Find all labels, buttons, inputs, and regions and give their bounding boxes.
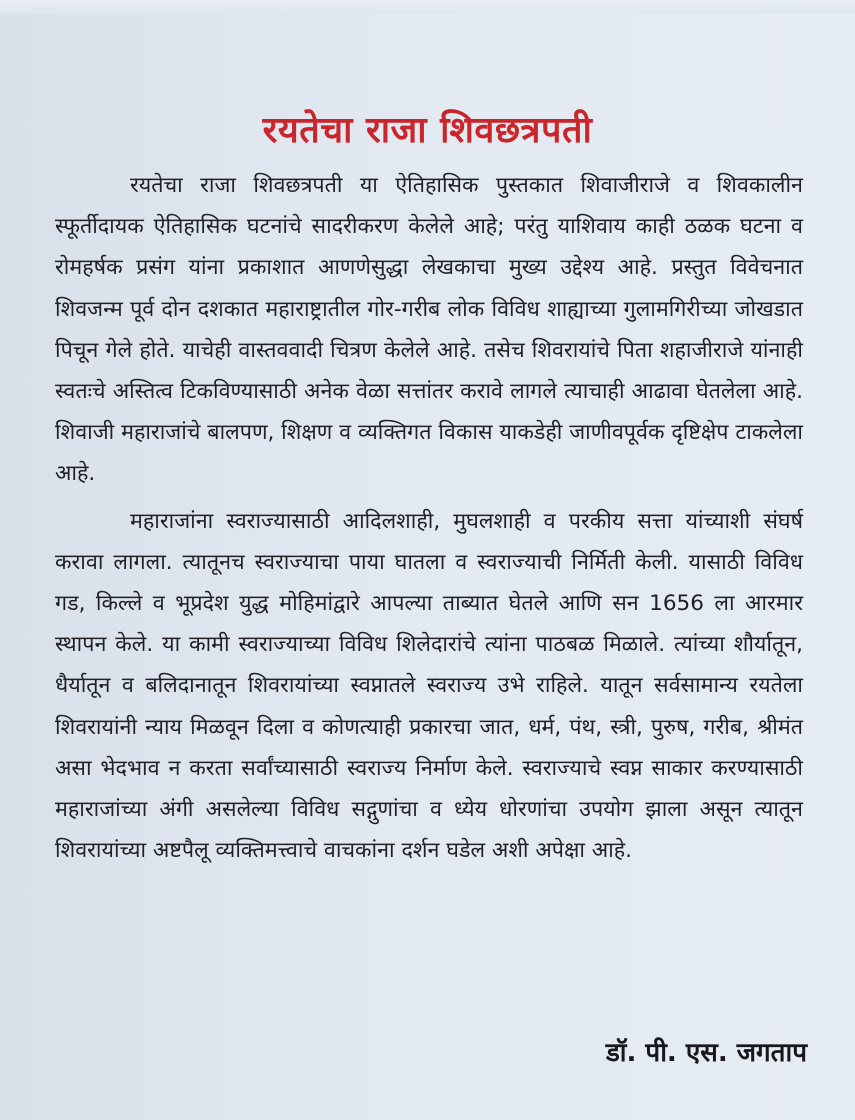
cover-top-edge <box>0 0 855 14</box>
author-name: डॉ. पी. एस. जगताप <box>605 1038 807 1068</box>
blurb-text <box>55 165 803 871</box>
blurb-paragraph-2: महाराजांना स्वराज्यासाठी आदिलशाही, मुघलशाही व परकीय सत्ता यांच्याशी संघर्ष करावा लागला. त्यातूनच स्वराज्याचा पाया घातला व स्वराज्याची निर्मिती केली. यासाठी विविध गड, किल्ले व भूप्रदेश युद्ध मोहिमांद्वारे आपल्या ताब्यात घेतले आणि सन 1656 ला आरमार स्थापन केले. या कामी स्वराज्याच्या विविध शिलेदारांचे त्यांना पाठबळ मिळाले. त्यांच्या शौर्यातून, धैर्यातून व बलिदानातून शिवरायांच्या स्वप्नातले स्वराज्य उभे राहिले. यातून सर्वसामान्य रयतेला शिवरायांनी न्याय मिळवून दिला व कोणत्याही प्रकारचा जात, धर्म, पंथ, स्त्री, पुरुष, गरीब, श्रीमंत असा भेदभाव न करता सर्वांच्यासाठी स्वराज्य निर्माण केले. स्वराज्याचे स्वप्न साकार करण्यासाठी महाराजांच्या अंगी असलेल्या विविध सद्गुणांचा व ध्येय धोरणांचा उपयोग झाला असून त्यातून शिवरायांच्या अष्टपैलू व्यक्तिमत्त्वाचे वाचकांना दर्शन घडेल अशी अपेक्षा आहे. <box>55 508 803 864</box>
blurb-paragraph-1: रयतेचा राजा शिवछत्रपती या ऐतिहासिक पुस्तकात शिवाजीराजे व शिवकालीन स्फूर्तीदायक ऐतिहासिक घटनांचे सादरीकरण केलेले आहे; परंतु याशिवाय काही ठळक घटना व रोमहर्षक प्रसंग यांना प्रकाशात आणणेसुद्धा लेखकाचा मुख्य उद्देश्य आहे. प्रस्तुत विवेचनात शिवजन्म पूर्व दोन दशकात महाराष्ट्रातील गोर-गरीब लोक विविध शाह्याच्या गुलामगिरीच्या जोखडात पिचून गेले होते. याचेही वास्तववादी चित्रण केलेले आहे. तसेच शिवरायांचे पिता शहाजीराजे यांनाही स्वतःचे अस्तित्व टिकविण्यासाठी अनेक वेळा सत्तांतर करावे लागले त्याचाही आढावा घेतलेला आहे. शिवाजी महाराजांचे बालपण, शिक्षण व व्यक्तिगत विकास याकडेही जाणीवपूर्वक दृष्टिक्षेप टाकलेला आहे. <box>55 173 803 487</box>
book-title: रयतेचा राजा शिवछत्रपती <box>262 110 593 152</box>
